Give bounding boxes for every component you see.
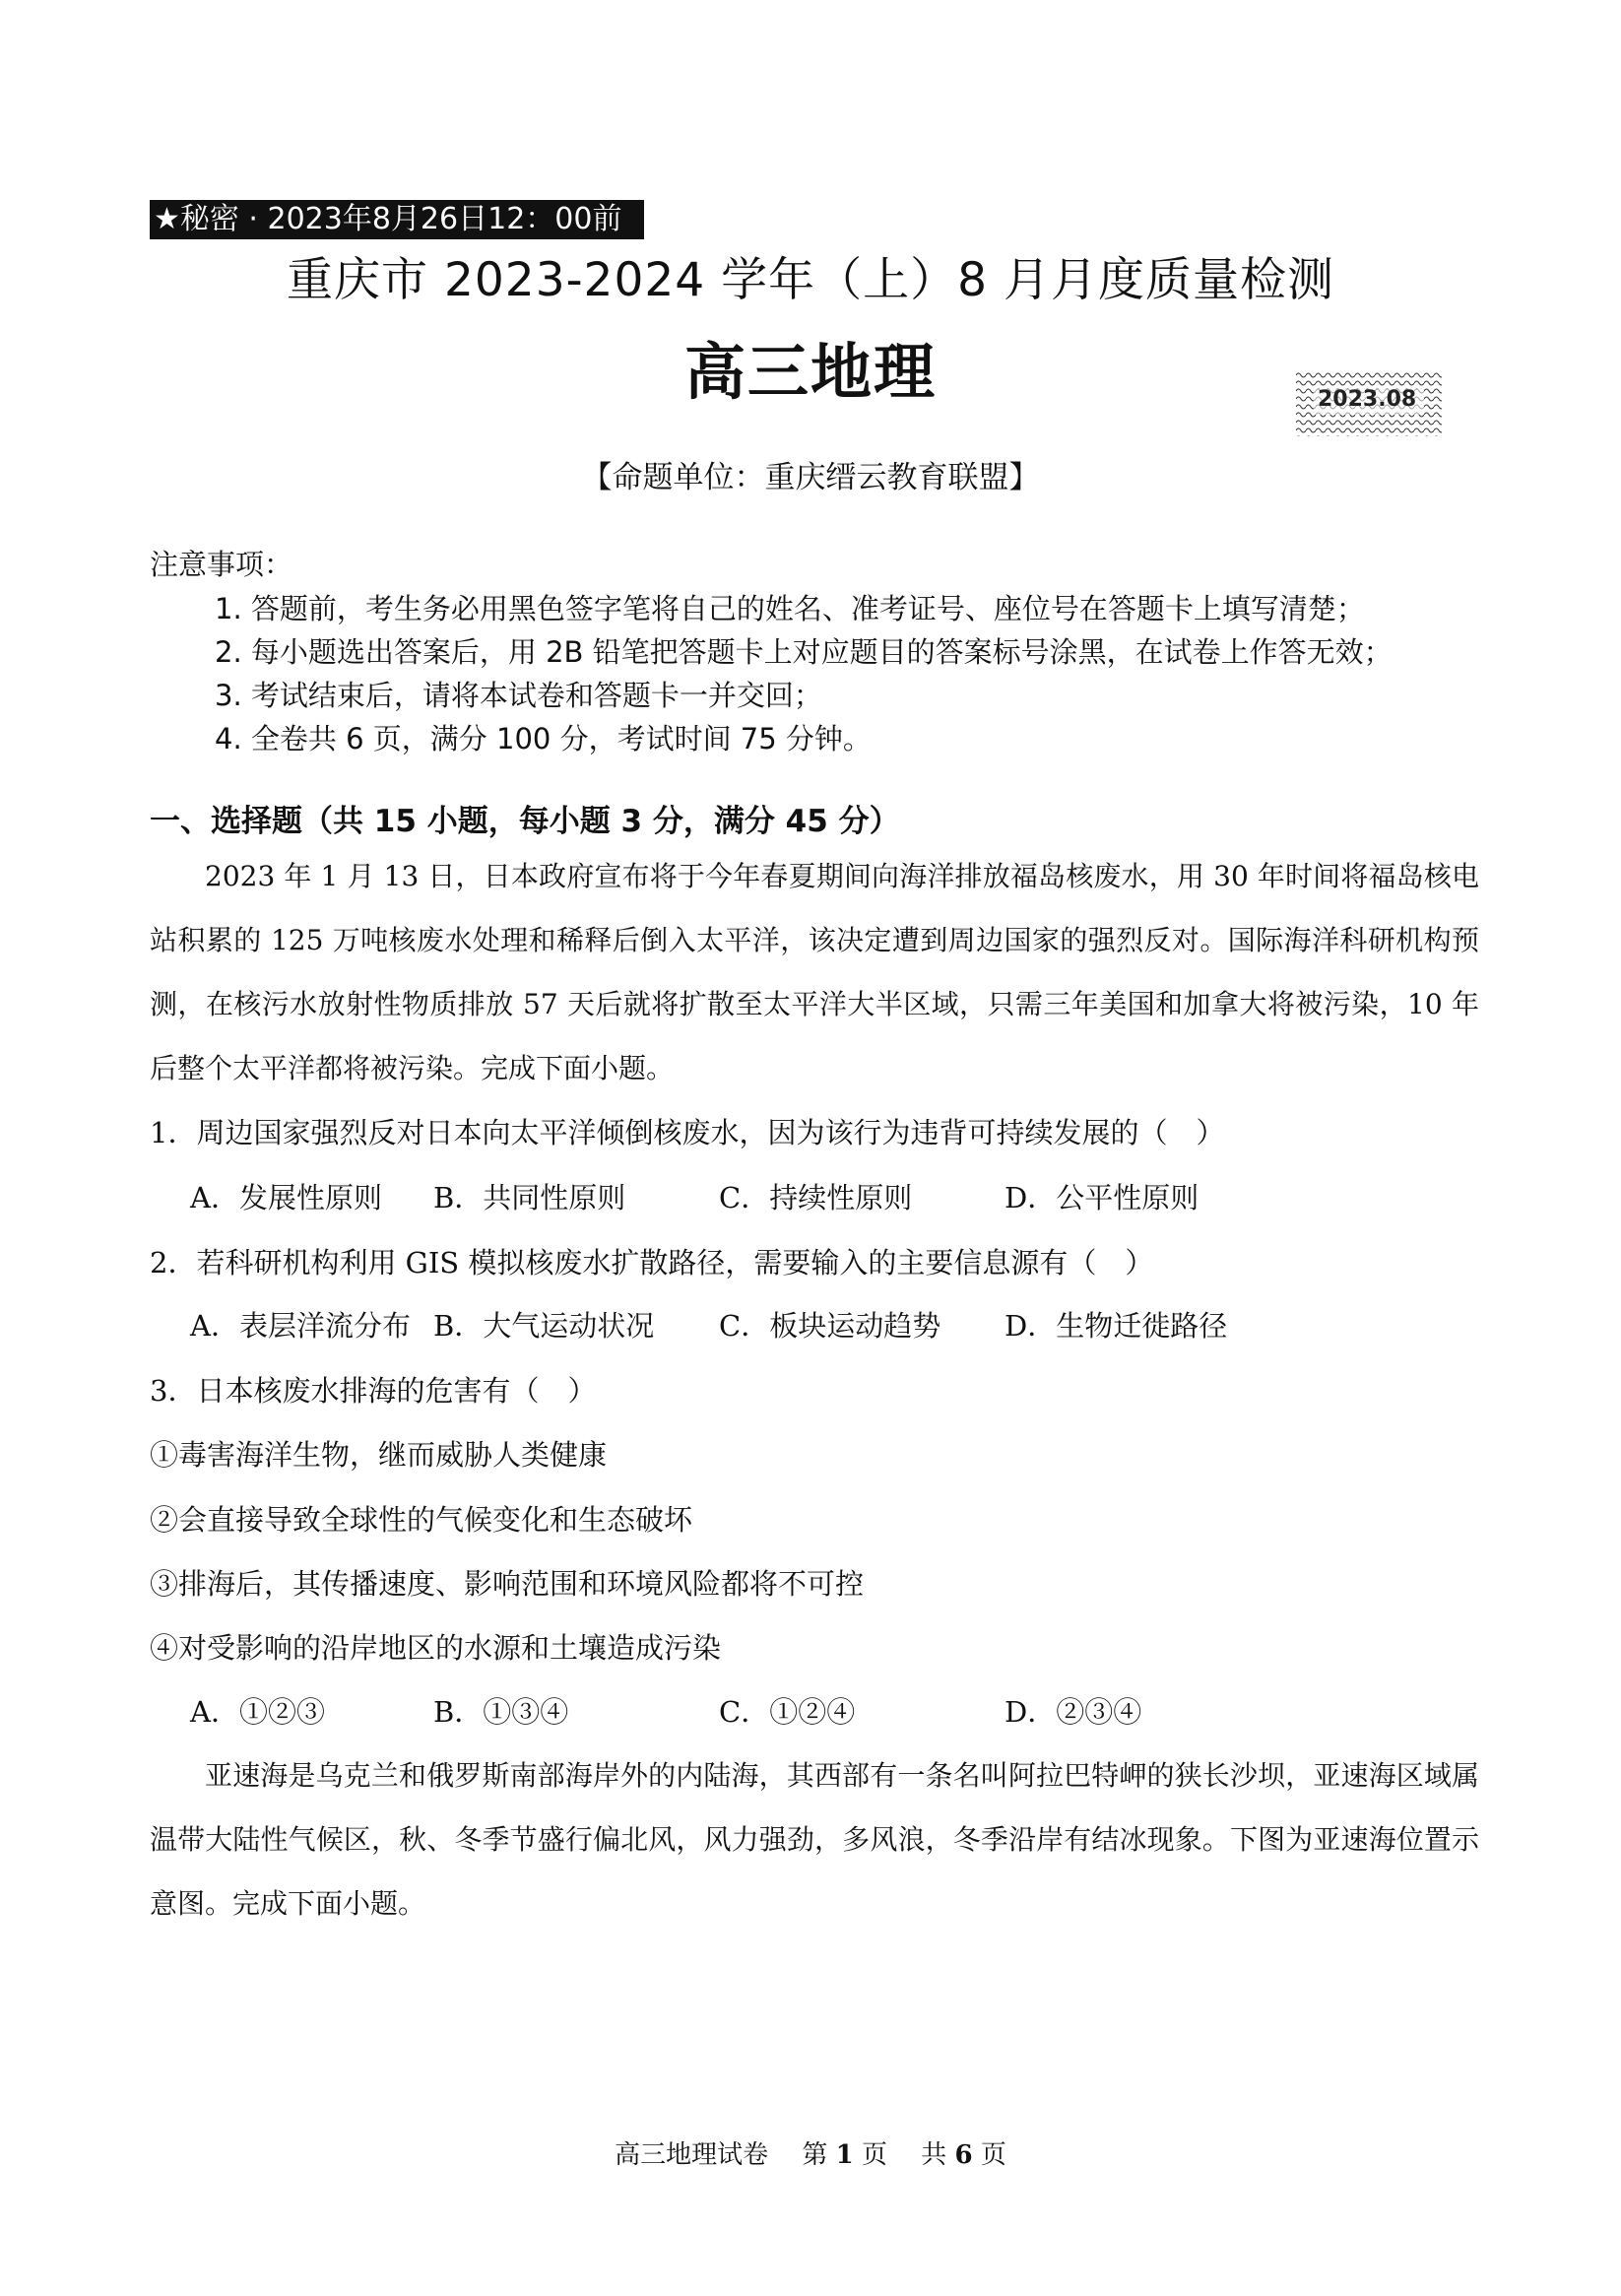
question-3-statement: ④对受影响的沿岸地区的水源和土壤造成污染: [150, 1631, 722, 1665]
confidential-label: ★秘密 · 2023年8月26日12：00前: [150, 200, 644, 239]
question-1-option-a: A．发展性原则: [190, 1181, 382, 1214]
question-2-option-a: A．表层洋流分布: [190, 1309, 411, 1343]
stamp-date: 2023.08: [1318, 387, 1417, 412]
question-2-option-d: D．生物迁徙路径: [1005, 1309, 1228, 1343]
question-3-option-b: B．①③④: [433, 1695, 569, 1729]
question-3-option-c: C．①②④: [719, 1695, 856, 1729]
section-heading: 一、选择题（共 15 小题，每小题 3 分，满分 45 分）: [150, 804, 900, 839]
question-3-statement: ③排海后，其传播速度、影响范围和环境风险都将不可控: [150, 1567, 865, 1601]
footer-text: 页: [972, 2140, 1006, 2170]
notice-item: 4. 全卷共 6 页，满分 100 分，考试时间 75 分钟。: [215, 722, 872, 755]
question-3-option-a: A．①②③: [190, 1695, 325, 1729]
question-2-stem: 2．若科研机构利用 GIS 模拟核废水扩散路径，需要输入的主要信息源有（ ）: [150, 1246, 1154, 1279]
author-unit: 【命题单位：重庆缙云教育联盟】: [581, 460, 1040, 495]
passage-fukushima: 2023 年 1 月 13 日，日本政府宣布将于今年春夏期间向海洋排放福岛核废水，用 30 年时间将福岛核电站积累的 125 万吨核废水处理和稀释后倒入太平洋，该决定遭到周边国家的强烈反对。国际海洋科研机构预测，在核污水放射性物质排放 57 天后就将扩散至太平洋大半区域，只需三年美国和加拿大将被污染，10 年后整个太平洋都将被污染。完成下面小题。: [150, 860, 1479, 1084]
footer-page-number: 1: [835, 2140, 854, 2170]
notice-heading: 注意事项：: [150, 548, 293, 581]
question-3-statement: ①毒害海洋生物，继而威胁人类健康: [150, 1438, 608, 1472]
question-1-stem: 1．周边国家强烈反对日本向太平洋倾倒核废水，因为该行为违背可持续发展的（ ）: [150, 1116, 1225, 1149]
question-2-option-b: B．大气运动状况: [433, 1309, 655, 1343]
question-2-option-c: C．板块运动趋势: [719, 1309, 941, 1343]
footer-total-pages: 6: [954, 2140, 973, 2170]
question-3-option-d: D．②③④: [1005, 1695, 1142, 1729]
page-footer: [0, 2137, 1621, 2173]
passage-azov-sea: 亚速海是乌克兰和俄罗斯南部海岸外的内陆海，其西部有一条名叫阿拉巴特岬的狭长沙坝，亚速海区域属温带大陆性气候区，秋、冬季节盛行偏北风，风力强劲，多风浪，冬季沿岸有结冰现象。下图为亚速海位置示意图。完成下面小题。: [150, 1759, 1479, 1920]
question-1-option-c: C．持续性原则: [719, 1181, 913, 1214]
notice-item: 2. 每小题选出答案后，用 2B 铅笔把答题卡上对应题目的答案标号涂黑，在试卷上作答无效；: [215, 635, 1393, 669]
subject-title: 高三地理: [683, 336, 937, 408]
footer-text: 页 共: [853, 2140, 955, 2170]
notice-item: 1. 答题前，考生务必用黑色签字笔将自己的姓名、准考证号、座位号在答题卡上填写清楚；: [215, 592, 1365, 625]
question-3-stem: 3．日本核废水排海的危害有（ ）: [150, 1374, 597, 1408]
exam-title: 重庆市 2023-2024 学年（上）8 月月度质量检测: [287, 253, 1334, 307]
question-3-statement: ②会直接导致全球性的气候变化和生态破坏: [150, 1503, 693, 1537]
question-1-option-b: B．共同性原则: [433, 1181, 626, 1214]
question-1-option-d: D．公平性原则: [1005, 1181, 1200, 1214]
notice-item: 3. 考试结束后，请将本试卷和答题卡一并交回；: [215, 679, 822, 712]
footer-text: 高三地理试卷 第: [615, 2140, 836, 2170]
